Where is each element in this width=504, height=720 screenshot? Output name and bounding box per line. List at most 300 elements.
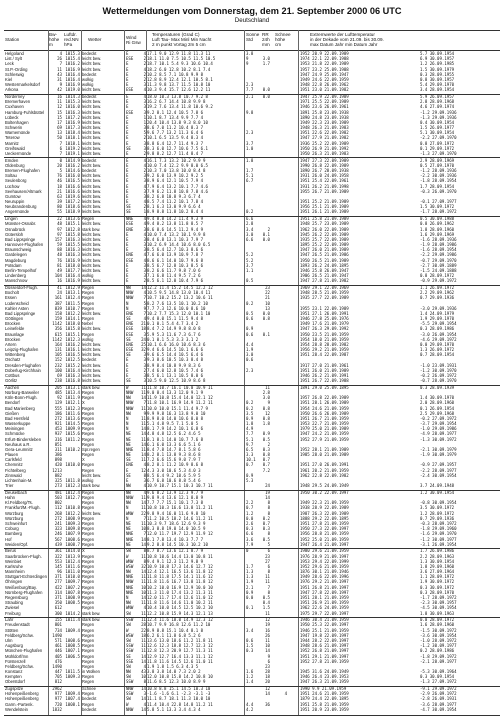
wind-direction: WNW — [126, 605, 134, 611]
extreme-min: 2.2 28.09.1963 — [420, 553, 455, 559]
extreme-max: 1954 28.8 28.09.1982 — [300, 341, 349, 347]
precipitation-amount: 21 — [265, 295, 270, 301]
wind-direction: E — [126, 130, 129, 136]
extreme-min: 0.5 30.09.1988 — [420, 216, 455, 222]
wind-speed: 14 — [141, 541, 146, 547]
extreme-max: 1976 28.9 21.09.1997 — [300, 553, 349, 559]
station-pressure: 1016.9 — [65, 66, 80, 72]
station-pressure: 1008.5 — [65, 643, 80, 649]
sunshine-hours: 4.4 — [246, 701, 254, 707]
precipitation-amount: 8 — [267, 500, 270, 506]
extreme-max: 1931 26.0 24.09.1958 — [300, 173, 349, 179]
station-name: Mühldorf/Inn — [5, 653, 29, 659]
station-altitude: 615 — [54, 331, 62, 337]
sunshine-hours: 2.3 — [246, 367, 254, 373]
extreme-min: 1.5 26.09.1977 — [420, 125, 455, 131]
wind-speed: 3 — [143, 478, 146, 483]
temperature-values: 10.2 6.9 14.4 10.6 8.0 6.5 — [147, 242, 211, 248]
wind-speed: 11 — [141, 405, 146, 411]
station-name: Magdeburg — [5, 257, 27, 263]
station-pressure: 1010.2 — [65, 446, 80, 452]
extreme-min: 0.3 30.09.1954 — [420, 674, 455, 680]
precipitation-amount: 18 — [265, 674, 270, 680]
station-name: Wasserkuppe — [5, 421, 31, 427]
extreme-max: 1947 26.3 29.09.1992 — [300, 326, 349, 332]
temperature-values: 5.8 5.1 13.3 3.4 4.3 4 — [147, 706, 201, 712]
extreme-max: 1947 26.5 21.09.1986 — [300, 252, 349, 258]
station-name: Feldberg/Schw. — [5, 632, 34, 638]
station-pressure: 1017.2 — [65, 114, 80, 120]
extreme-min: -1.7 28.09.1972 — [420, 209, 457, 215]
wind-direction: E — [126, 125, 129, 131]
station-pressure: 1008.7 — [65, 541, 80, 547]
station-pressure: 1012.4 — [65, 295, 80, 301]
extreme-max: 1946 26.4 23.09.1953 — [300, 674, 349, 680]
station-altitude: 15 — [57, 114, 62, 120]
wind-speed: 10 — [141, 589, 146, 595]
temperature-values: 6.2 6.1 11.8 6.8 5.2 6 — [147, 632, 201, 638]
temperature-values: 11.2 10.5 18.2 14.6 11.2 11 — [147, 515, 213, 521]
station-altitude: 145 — [54, 563, 62, 569]
weather-condition: Regen — [82, 452, 95, 458]
station-altitude: 453 — [54, 426, 62, 432]
temperature-values: 9.9 9.8 16.3 13.8 9.0 10 — [147, 410, 206, 416]
report-title: Wettermeldungen vom Donnerstag, dem 21. September 2000 06 UTC — [102, 6, 402, 16]
header-temperatures: Temperaturen (Grad C) Luft Tau- Max Minl Min Nacht 2 m punkt Vortag 2m 5 cm — [152, 32, 212, 48]
wind-direction: E — [126, 193, 129, 199]
extreme-min: -0.7 28.09.1970 — [420, 378, 457, 384]
sunshine-hours: 3.0 — [246, 231, 254, 237]
station-name: Deuselbach — [5, 489, 28, 495]
temperature-values: 8.9 8.8 15.1 10.4 8.1 8 — [147, 627, 204, 633]
wind-speed: 2 — [143, 278, 146, 284]
extreme-min: -2.7 30.09.1889 — [420, 262, 457, 268]
station-pressure: 1012.3 — [65, 405, 80, 411]
station-altitude: 76 — [57, 257, 62, 263]
wind-speed: 14 — [141, 536, 146, 542]
sunshine-hours: 0.9 — [246, 589, 254, 595]
temperature-values: 0.1 0.1 5.3 3.3 3.1 2 — [147, 336, 199, 342]
extreme-max: 1950 25.3 22.09.1997 — [300, 622, 349, 628]
extreme-max: 1951 29.1 21.09.1997 — [300, 653, 349, 659]
precipitation-amount: 1.5 — [262, 605, 270, 611]
temperature-values: 10.0 7.4 13.2 10.1 9.9 8 — [147, 231, 206, 237]
precipitation-amount: 14 — [265, 648, 270, 654]
temperature-values: 8.2 6.6 11.7 9.8 7.0 6 — [147, 267, 201, 273]
station-name: Würzburg — [5, 515, 24, 521]
wind-speed: 2 — [143, 56, 146, 62]
extreme-min: -0.2 27.09.1972 — [420, 415, 457, 421]
wind-speed: 3 — [143, 273, 146, 279]
weather-condition: bedeckt — [82, 71, 97, 77]
weather-condition: bedeckt — [82, 51, 97, 56]
extreme-min: 1.1 26.09.1972 — [420, 285, 455, 290]
station-altitude: 447 — [54, 669, 62, 675]
weather-condition: leicht bew. — [82, 104, 102, 110]
sunshine-hours: 1.7 — [246, 168, 254, 173]
precipitation-amount: 14 — [265, 691, 270, 697]
precipitation-amount: 11 — [265, 610, 270, 616]
wind-direction: NNE — [126, 584, 134, 590]
station-altitude: 100 — [54, 367, 62, 373]
station-pressure: 1015.8 — [65, 231, 80, 237]
sunshine-hours: 2.2 — [246, 500, 254, 506]
station-altitude: 16 — [57, 278, 62, 284]
precipitation-amount: 5 — [267, 541, 270, 547]
station-altitude: 272 — [54, 515, 62, 521]
extreme-max: 1951 20.9 23.09.1959 — [300, 706, 349, 712]
extreme-max: 1890 24.8 23.09.1938 — [300, 114, 349, 120]
wind-direction: SW — [126, 622, 131, 628]
station-name: Schmücke — [5, 431, 25, 437]
wind-speed: 7 — [143, 515, 146, 521]
wind-speed: 14 — [141, 426, 146, 432]
wind-direction: NW — [126, 569, 131, 575]
wind-direction: ESE — [126, 326, 134, 332]
station-pressure: 1013.1 — [65, 384, 80, 390]
station-pressure: 1011.6 — [65, 563, 80, 569]
station-altitude: 268 — [54, 510, 62, 516]
temperature-values: 11.3 11.0 17.4 13.2 11.3 11 — [147, 589, 213, 595]
weather-condition: Regen — [82, 495, 95, 501]
extreme-max: 1950 26.3 21.09.1983 — [300, 150, 349, 156]
station-pressure: 1009.4 — [65, 627, 80, 633]
sunshine-hours: 10.1 — [246, 457, 256, 463]
station-name: Zwiesel — [5, 605, 20, 611]
temperature-values: 10.3 7.0 13.8 10.0 8.4 8 — [147, 168, 206, 173]
wind-speed: 4 — [143, 93, 146, 99]
wind-direction: NW — [126, 285, 131, 290]
sunshine-hours: 7.7 — [246, 431, 254, 437]
extreme-min: -2.2 30.09.1936 — [420, 173, 457, 179]
temperature-values: 9.2 6.0 13.9 10.2 9.2 5 — [147, 173, 204, 179]
weather-condition: Regen — [82, 441, 95, 447]
station-pressure: 1017.3 — [65, 125, 80, 131]
station-pressure: 1015.1 — [65, 221, 80, 227]
station-pressure: 1014.3 — [65, 93, 80, 99]
station-name: Augsburg — [5, 643, 23, 649]
temperature-values: 9.3 8.6 10.5 10.3 8.4 8 — [147, 357, 204, 363]
station-name: Nürnberg-Flughafen — [5, 589, 43, 595]
extreme-min: 1.7 28.09.1954 — [420, 183, 455, 189]
temperature-values: 8.6 6.1 14.0 10.7 9.6 8 — [147, 257, 204, 263]
temperature-values: 10.4 10.0 14.5 12.5 10.2 10 — [147, 605, 213, 611]
wind-speed: 4 — [143, 183, 146, 189]
wind-speed: 3 — [143, 104, 146, 110]
wind-direction: NNW — [126, 400, 134, 406]
extreme-min: 3.6 27.09.1964 — [420, 569, 455, 575]
station-pressure: 1019.2 — [65, 145, 80, 151]
wind-direction: E — [126, 267, 129, 273]
temperature-values: 9.4 8.8 14.2 11.4 9.3 9 — [147, 216, 204, 222]
precipitation-amount: 23 — [265, 663, 270, 669]
precipitation-amount: 0.5 — [262, 595, 270, 600]
extreme-max: 1952 27.8 21.09.1959 — [300, 658, 349, 664]
extreme-min: -2.9 26.09.1972 — [420, 691, 457, 697]
precipitation-amount: 8 — [267, 505, 270, 511]
extreme-max: 1951 27.1 26.09.1991 — [300, 310, 349, 316]
station-altitude: 69 — [57, 125, 62, 131]
temperature-values: 19.2 7.6 13.4 11.8 10.6 9.2 — [147, 104, 213, 110]
temperature-values: 16.2 6.7 14.4 10.8 9.9 8 — [147, 99, 206, 105]
precipitation-amount: 6 — [267, 563, 270, 569]
station-pressure: 1008.1 — [65, 701, 80, 707]
extreme-max: 1985 28.0 21.09.1989 — [300, 452, 349, 458]
temperature-values: 11.8 10.1 16.9 14.9 11.2 11 — [147, 400, 213, 406]
extreme-max: 1951 26.0 21.09.1989 — [300, 367, 349, 373]
wind-direction: SW — [126, 696, 131, 702]
wind-speed: 22 — [141, 510, 146, 516]
table-row — [0, 88, 504, 93]
weather-condition: Regen — [82, 574, 95, 580]
temperature-values: 16.1 7.3 13.2 10.2 9.9 9 — [147, 157, 206, 163]
extreme-max: 1879 24.4 22.09.1895 — [300, 696, 349, 702]
precipitation-amount: 0.7 — [262, 462, 270, 468]
extreme-max: 1893 26.2 24.09.1895 — [300, 262, 349, 268]
weather-condition: Regen — [82, 295, 95, 301]
extreme-min: 0.8 27.09.1972 — [420, 140, 455, 146]
station-altitude: 371 — [54, 595, 62, 600]
station-altitude: 246 — [54, 531, 62, 537]
station-altitude: 839 — [54, 305, 62, 311]
weather-condition: bedeckt — [82, 157, 97, 163]
station-name: Oldenburg — [5, 162, 25, 168]
precipitation-amount: 11 — [265, 637, 270, 643]
station-name: Hof — [5, 536, 12, 542]
weather-condition: leicht bew. — [82, 267, 102, 273]
station-altitude: 9 — [59, 82, 62, 88]
extreme-max: 1948 28.6 21.09.1997 — [300, 643, 349, 649]
wind-direction: E — [126, 173, 129, 179]
station-pressure: 1016.9 — [65, 119, 80, 125]
temperature-values: 18.2 6.0 12.8 10.2 8.1 7.4 — [147, 66, 211, 72]
temperature-values: 11.8 11.6 16.7 13.8 11.8 12 — [147, 579, 213, 585]
weather-condition: Nebel — [82, 321, 93, 327]
wind-speed: 3 — [143, 691, 146, 697]
precipitation-amount: 0.2 — [262, 515, 270, 521]
station-name: Wittenberg — [5, 352, 26, 358]
station-pressure: 1011.2 — [65, 436, 80, 442]
wind-direction: E — [126, 199, 129, 205]
weather-condition: stark bew. — [82, 617, 101, 623]
extreme-min: 5.1 30.09.1954 — [420, 130, 455, 136]
station-name: Garm.-Partenk. — [5, 701, 34, 707]
wind-speed: 7 — [143, 295, 146, 301]
weather-condition: leicht bew. — [82, 362, 102, 368]
wind-speed: 2 — [143, 71, 146, 77]
extreme-min: 0.3 30.09.1972 — [420, 584, 455, 590]
table-row — [0, 680, 504, 685]
station-name: Leinefelde — [5, 326, 25, 332]
weather-condition: X — [82, 400, 85, 406]
wind-direction: N — [126, 426, 129, 432]
wind-speed: 10 — [141, 526, 146, 532]
extreme-min: 1.5 30.09.1979 — [420, 66, 455, 72]
station-altitude: 241 — [54, 520, 62, 526]
weather-condition: bedeckt — [82, 93, 97, 99]
temperature-values: 20.4 10.4 13.8 9.3 8.0 10 — [147, 119, 208, 125]
extreme-max: 1947 24.9 25.09.1947 — [300, 71, 349, 77]
extreme-max: 1951 26.8 21.09.1997 — [300, 584, 349, 590]
temperature-values: 9.8 9.4 16.0 11.6 9.8 10 — [147, 510, 206, 516]
wind-speed: 3 — [143, 362, 146, 368]
weather-condition: leicht bew. — [82, 114, 102, 120]
weather-condition: Regen — [82, 300, 95, 306]
station-altitude: 325 — [54, 478, 62, 483]
station-altitude: 158 — [54, 310, 62, 316]
sunshine-hours: 1.3 — [246, 574, 254, 580]
extreme-max: 1895 25.2 22.09.1989 — [300, 242, 349, 248]
station-altitude: 16 — [57, 93, 62, 99]
station-name: Leipzig-Flughafen — [5, 347, 39, 353]
extreme-max: 1951 28.1 26.09.1989 — [300, 400, 349, 406]
extreme-min: -3.6 28.09.1977 — [420, 701, 457, 707]
station-name: Weiden/Opf. — [5, 541, 29, 547]
extreme-max: 1971 25.5 22.09.1989 — [300, 99, 349, 105]
wind-speed: 3 — [143, 357, 146, 363]
station-name: Neuruppin — [5, 199, 25, 205]
precipitation-amount: 6 — [267, 658, 270, 664]
weather-condition: leicht bew. — [82, 109, 102, 115]
wind-speed: 4 — [143, 216, 146, 222]
station-pressure: 1015.2 — [65, 362, 80, 368]
station-name: Osnabrück — [5, 226, 26, 232]
wind-direction: ENE — [126, 252, 134, 258]
wind-speed: 11 — [141, 610, 146, 616]
extreme-min: -0.1 27.09.1977 — [420, 199, 457, 205]
weather-condition: Regen — [82, 569, 95, 575]
wind-speed: 10 — [141, 674, 146, 680]
extreme-max: 1950 30.2 22.09.1997 — [300, 489, 349, 495]
station-name: Hohenpeißenberg — [5, 696, 39, 702]
extreme-min: -4.9 28.09.1977 — [420, 431, 457, 437]
weather-condition: Regen — [82, 674, 95, 680]
extreme-max: 1947 27.3 22.09.1989 — [300, 157, 349, 163]
wind-direction: E — [126, 99, 129, 105]
extreme-min: -2.1 28.09.1977 — [420, 658, 457, 664]
station-name: Carlsfeld — [5, 457, 22, 463]
station-altitude: 20 — [57, 162, 62, 168]
extreme-min: 0.5 27.09.1970 — [420, 162, 455, 168]
extreme-min: -1.7 28.09.1972 — [420, 595, 457, 600]
station-altitude: 43 — [57, 71, 62, 77]
wind-direction: N — [126, 595, 129, 600]
extreme-max: 1954 18.0 21.09.1959 — [300, 336, 349, 342]
wind-direction: E — [126, 150, 129, 156]
station-pressure: 1016.4 — [65, 273, 80, 279]
weather-condition: stark bew. — [82, 226, 101, 232]
temperature-values: 12.8 12.3 20.9 12.7 11.3 11 — [147, 648, 213, 654]
station-pressure: 1016.2 — [65, 341, 80, 347]
temperature-values: 8.4 6.8 13.1 10.3 7.9 7 — [147, 236, 204, 242]
wind-speed: 2 — [143, 367, 146, 373]
precipitation-amount: 0.0 — [262, 236, 270, 242]
temperature-values: 11.3 9.8 13.7 11.5 10.8 10 — [147, 82, 211, 88]
precipitation-amount: 20 — [265, 679, 270, 685]
station-altitude: 446 — [54, 648, 62, 654]
sunshine-hours: 0.9 — [246, 326, 254, 332]
station-altitude: 350 — [54, 600, 62, 606]
station-name: Trier — [5, 483, 14, 489]
station-pressure: 1012.2 — [65, 510, 80, 516]
station-altitude: 0 — [59, 157, 62, 163]
temperature-values: 8.6 7.0 11.2 10.4 8.3 7 — [147, 125, 204, 131]
extreme-max: 1951 24.6 21.09.1959 — [300, 691, 349, 697]
sunshine-hours: 5.1 — [246, 436, 254, 442]
station-altitude: 13 — [57, 130, 62, 136]
wind-speed: 11 — [141, 520, 146, 526]
extreme-min: -0.3 28.09.1972 — [420, 520, 457, 526]
precipitation-amount: 0.1 — [262, 231, 270, 237]
extreme-max: 1947 27.9 21.09.1982 — [300, 135, 349, 141]
temperature-values: 12.0 10.8 15.8 14.2 10.8 10 — [147, 674, 213, 680]
wind-direction: ESE — [126, 347, 134, 353]
wind-speed: 32 — [141, 347, 146, 353]
weather-condition: Regen — [82, 390, 95, 396]
extreme-min: -1.2 28.09.1936 — [420, 168, 457, 173]
header-top-rule — [4, 30, 500, 31]
wind-direction: SW — [126, 674, 131, 680]
station-name: Nürburg-Barweiler — [5, 390, 39, 396]
wind-speed: 11 — [141, 436, 146, 442]
precipitation-amount: 7 — [267, 584, 270, 590]
table-row — [0, 612, 504, 617]
sunshine-hours: 0 — [246, 548, 249, 554]
station-pressure: 1016.1 — [65, 347, 80, 353]
temperature-values: 8.1 6.3 13.0 9.9 6.6 4 — [147, 204, 201, 210]
station-name: Dresden-Flughafen — [5, 362, 41, 368]
weather-condition: X — [82, 548, 85, 554]
station-name: Norderney — [5, 93, 25, 99]
extreme-max: 1948 22.8 26.09.1962 — [300, 82, 349, 88]
precipitation-amount: 19 — [265, 489, 270, 495]
extreme-min: -2.2 28.09.1977 — [420, 467, 457, 473]
wind-direction: NE — [126, 526, 131, 532]
weather-condition: leicht bew. — [82, 119, 102, 125]
wind-speed: 1 — [143, 119, 146, 125]
wind-direction: NNE — [126, 536, 134, 542]
sunshine-hours: 6.6 — [246, 531, 254, 537]
station-altitude: 812 — [54, 679, 62, 685]
wind-direction: SE — [126, 204, 131, 210]
station-name: Meiningen — [5, 426, 25, 432]
station-pressure: 1012.4 — [65, 489, 80, 495]
temperature-values: 8.1 7.9 14.2 10.1 6.8 6 — [147, 426, 204, 432]
station-name: Lingen — [5, 216, 18, 222]
precipitation-amount: 28 — [265, 669, 270, 675]
station-name: Fichtelberg — [5, 467, 26, 473]
wind-direction: E — [126, 367, 129, 373]
station-altitude: 55 — [57, 209, 62, 215]
weather-condition: Regen — [82, 436, 95, 442]
station-altitude: 92 — [57, 395, 62, 401]
weather-condition: leicht bew. — [82, 178, 102, 184]
extreme-min: 1.8 30.09.1963 — [420, 610, 455, 616]
wind-speed: 3 — [143, 267, 146, 273]
station-altitude: 386 — [54, 452, 62, 458]
station-name: Öhringen — [5, 579, 23, 585]
station-pressure: 1018.6 — [65, 204, 80, 210]
station-pressure: 1018.0 — [65, 321, 80, 327]
sunshine-hours: 1.2 — [246, 510, 254, 516]
sunshine-hours: 0.6 — [246, 331, 254, 337]
wind-speed: 4 — [143, 257, 146, 263]
station-altitude: 461 — [54, 643, 62, 649]
station-altitude: 48 — [57, 252, 62, 258]
wind-speed: 8 — [143, 548, 146, 554]
sunshine-hours: 3.4 — [246, 226, 254, 232]
station-pressure: 1011.0 — [65, 569, 80, 575]
